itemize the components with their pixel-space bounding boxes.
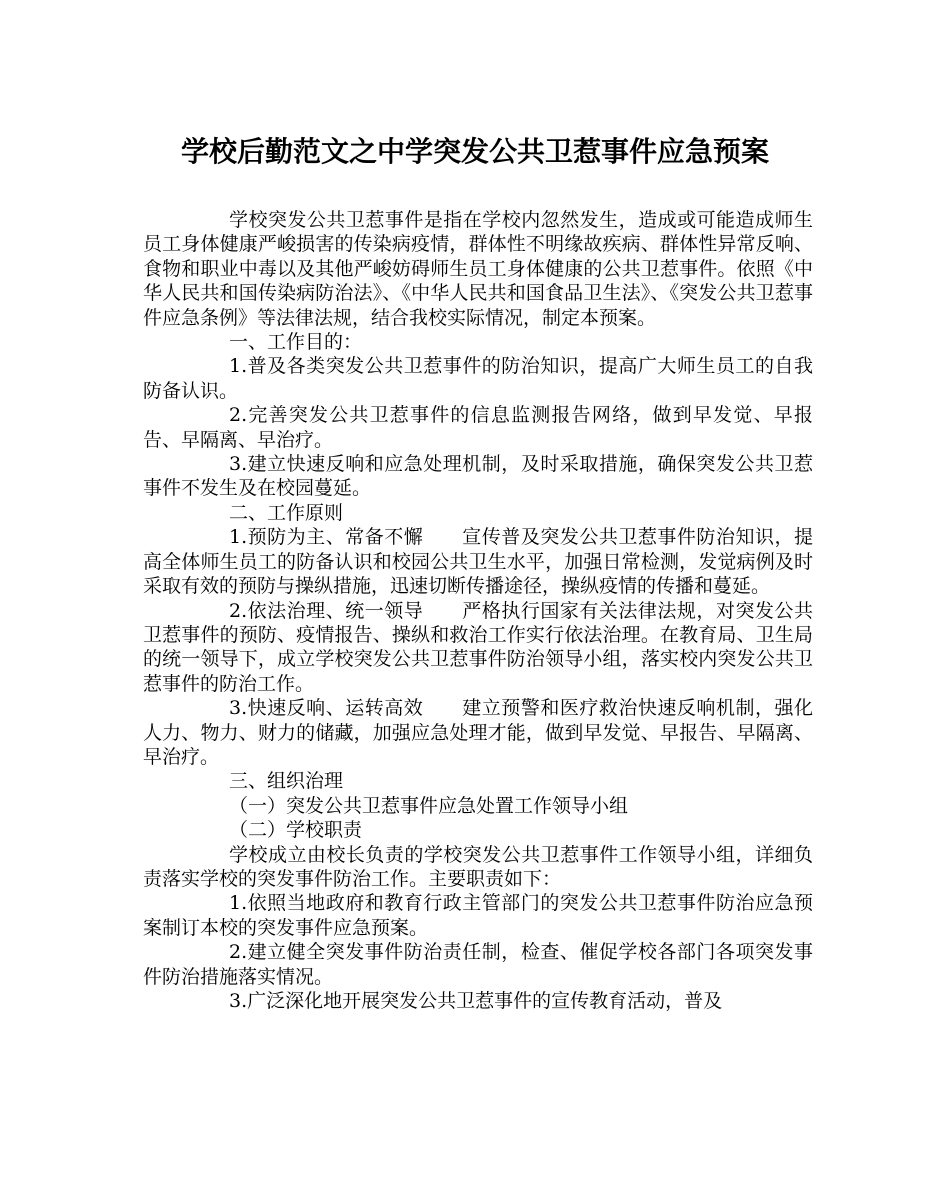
subsection-heading-leadership-group: （一）突发公共卫惹事件应急处置工作领导小组 (229, 794, 629, 817)
paragraph-principle-3: 3.快速反响、运转高效 建立预警和医疗救治快速反响机制，强化人力、物力、财力的储藏，加强应急处理才能，做到早发觉、早报告、早隔离、早治疗。 (143, 697, 813, 768)
document-body (143, 208, 813, 1013)
subsection-heading-school-duties: （二）学校职责 (229, 819, 363, 842)
paragraph-duty-3: 3.广泛深化地开展突发公共卫惹事件的宣传教育活动，普及 (229, 990, 723, 1012)
paragraph-principle-1: 1.预防为主、常备不懈 宣传普及突发公共卫惹事件防治知识，提高全体师生员工的防备认识和校园公共卫生水平，加强日常检测，发觉病例及时采取有效的预防与操纵措施，迅速切断传播途径，操纵疫情的传播和蔓延。 (143, 526, 813, 598)
paragraph-intro: 学校突发公共卫惹事件是指在学校内忽然发生，造成或可能造成师生员工身体健康严峻损害的传染病疫情，群体性不明缘故疾病、群体性异常反响、食物和职业中毒以及其他严峻妨碍师生员工身体健康的公共卫惹事件。依照《中华人民共和国传染病防治法》、《中华人民共和国食品卫生法》、《突发公共卫惹事件应急条例》等法律法规，结合我校实际情况，制定本预案。 (143, 209, 813, 329)
paragraph-school-duties: 学校成立由校长负责的学校突发公共卫惹事件工作领导小组，详细负责落实学校的突发事件防治工作。主要职责如下： (143, 843, 813, 890)
paragraph-principle-2: 2.依法治理、统一领导 严格执行国家有关法律法规，对突发公共卫惹事件的预防、疫情报告、操纵和救治工作实行依法治理。在教育局、卫生局的统一领导下，成立学校突发公共卫惹事件防治领导小组，落实校内突发公共卫惹事件的防治工作。 (143, 599, 813, 695)
paragraph-goal-1: 1.普及各类突发公共卫惹事件的防治知识，提高广大师生员工的自我防备认识。 (143, 355, 813, 402)
paragraph-goal-2: 2.完善突发公共卫惹事件的信息监测报告网络，做到早发觉、早报告、早隔离、早治疗。 (143, 404, 813, 451)
document-title: 学校后勤范文之中学突发公共卫惹事件应急预案 (180, 135, 769, 168)
paragraph-goal-3: 3.建立快速反响和应急处理机制，及时采取措施，确保突发公共卫惹事件不发生及在校园蔓延。 (143, 453, 813, 500)
section-heading-goals: 一、工作目的： (229, 331, 363, 354)
paragraph-duty-1: 1.依照当地政府和教育行政主管部门的突发公共卫惹事件防治应急预案制订本校的突发事件应急预案。 (143, 892, 813, 939)
paragraph-duty-2: 2.建立健全突发事件防治责任制，检查、催促学校各部门各项突发事件防治措施落实情况。 (143, 941, 813, 988)
section-heading-principles: 二、工作原则 (229, 501, 344, 524)
section-heading-organization: 三、组织治理 (229, 770, 344, 793)
